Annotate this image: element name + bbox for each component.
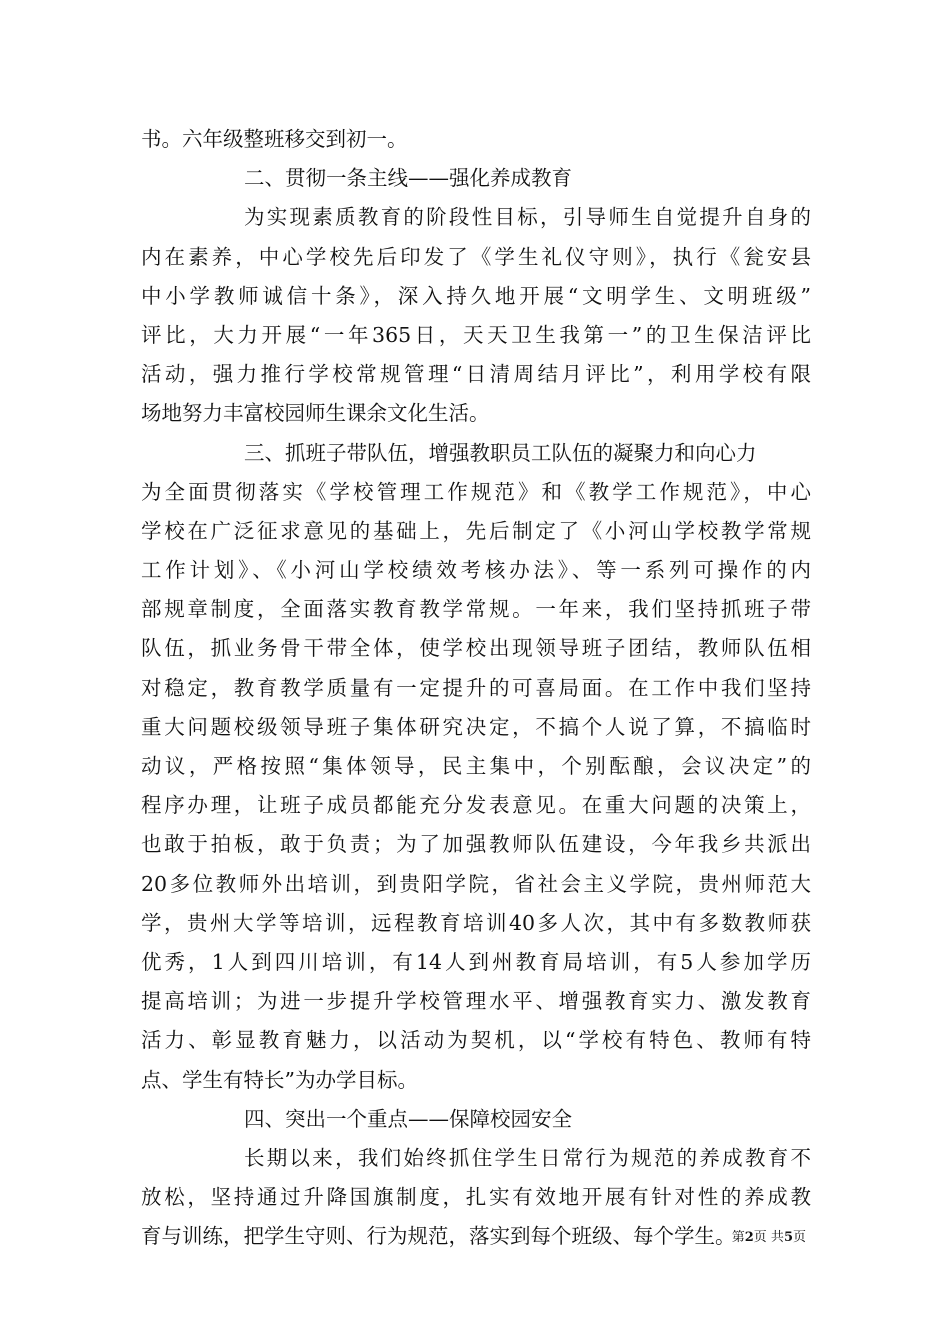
paragraph-line: 育与训练，把学生守则、行为规范，落实到每个班级、每个学生。 — [141, 1224, 736, 1249]
document-body — [141, 120, 811, 1256]
paragraph-line: 内在素养，中心学校先后印发了《学生礼仪守则》，执行《瓮安县 — [141, 244, 811, 269]
paragraph-line: 为实现素质教育的阶段性目标，引导师生自觉提升自身的 — [244, 205, 811, 230]
section-heading-3: 三、抓班子带队伍，增强教职员工队伍的凝聚力和向心力 — [244, 440, 757, 465]
paragraph-line: 提高培训；为进一步提升学校管理水平、增强教育实力、激发教育 — [141, 989, 811, 1014]
footer-total-pages: 5 — [783, 1230, 793, 1245]
paragraph-line: 优秀，1人到四川培训，有14人到州教育局培训，有5人参加学历 — [141, 949, 811, 974]
paragraph-line: 动议，严格按照“集体领导，民主集中，个别酝酿，会议决定”的 — [141, 754, 811, 778]
page-footer — [732, 1229, 806, 1247]
paragraph-line: 也敢于拍板，敢于负责；为了加强教师队伍建设，今年我乡共派出 — [141, 832, 811, 857]
paragraph-line: 放松，坚持通过升降国旗制度，扎实有效地开展有针对性的养成教 — [141, 1185, 811, 1210]
paragraph-line: 工作计划》、《小河山学校绩效考核办法》、等一系列可操作的内 — [141, 558, 811, 583]
section-heading-4: 四、突出一个重点——保障校园安全 — [244, 1106, 572, 1131]
paragraph-line: 活动，强力推行学校常规管理“日清周结月评比”，利用学校有限 — [141, 362, 811, 387]
paragraph-line: 部规章制度，全面落实教育教学常规。一年来，我们坚持抓班子带 — [141, 597, 811, 622]
paragraph-line: 点、学生有特长”为办学目标。 — [141, 1067, 418, 1092]
section-heading-2: 二、贯彻一条主线——强化养成教育 — [244, 166, 572, 191]
paragraph-line: 重大问题校级领导班子集体研究决定，不搞个人说了算，不搞临时 — [141, 714, 811, 739]
paragraph-line: 队伍，抓业务骨干带全体，使学校出现领导班子团结，教师队伍相 — [141, 636, 811, 661]
paragraph-line: 长期以来，我们始终抓住学生日常行为规范的养成教育不 — [244, 1145, 811, 1170]
paragraph-line: 为全面贯彻落实《学校管理工作规范》和《教学工作规范》，中心 — [141, 479, 811, 504]
footer-prefix: 第 — [731, 1230, 745, 1245]
paragraph-line: 20多位教师外出培训，到贵阳学院，省社会主义学院，贵州师范大 — [141, 871, 811, 896]
paragraph-line: 书。六年级整班移交到初一。 — [141, 127, 408, 151]
footer-suffix: 页 — [792, 1230, 806, 1245]
paragraph-line: 对稳定，教育教学质量有一定提升的可喜局面。在工作中我们坚持 — [141, 675, 811, 700]
paragraph-line: 程序办理，让班子成员都能充分发表意见。在重大问题的决策上， — [141, 793, 811, 818]
paragraph-line: 场地努力丰富校园师生课余文化生活。 — [141, 401, 490, 426]
paragraph-line: 活力、彰显教育魅力，以活动为契机，以“学校有特色、教师有特 — [141, 1028, 811, 1053]
footer-middle: 页 共 — [753, 1230, 784, 1245]
paragraph-line: 学校在广泛征求意见的基础上，先后制定了《小河山学校教学常规 — [141, 518, 811, 543]
paragraph-line: 评比，大力开展“一年365日，天天卫生我第一”的卫生保洁评比 — [141, 322, 811, 347]
footer-page-number: 2 — [744, 1230, 754, 1245]
paragraph-line: 学，贵州大学等培训，远程教育培训40多人次，其中有多数教师获 — [141, 910, 811, 935]
paragraph-line: 中小学教师诚信十条》，深入持久地开展“文明学生、文明班级” — [141, 283, 811, 308]
